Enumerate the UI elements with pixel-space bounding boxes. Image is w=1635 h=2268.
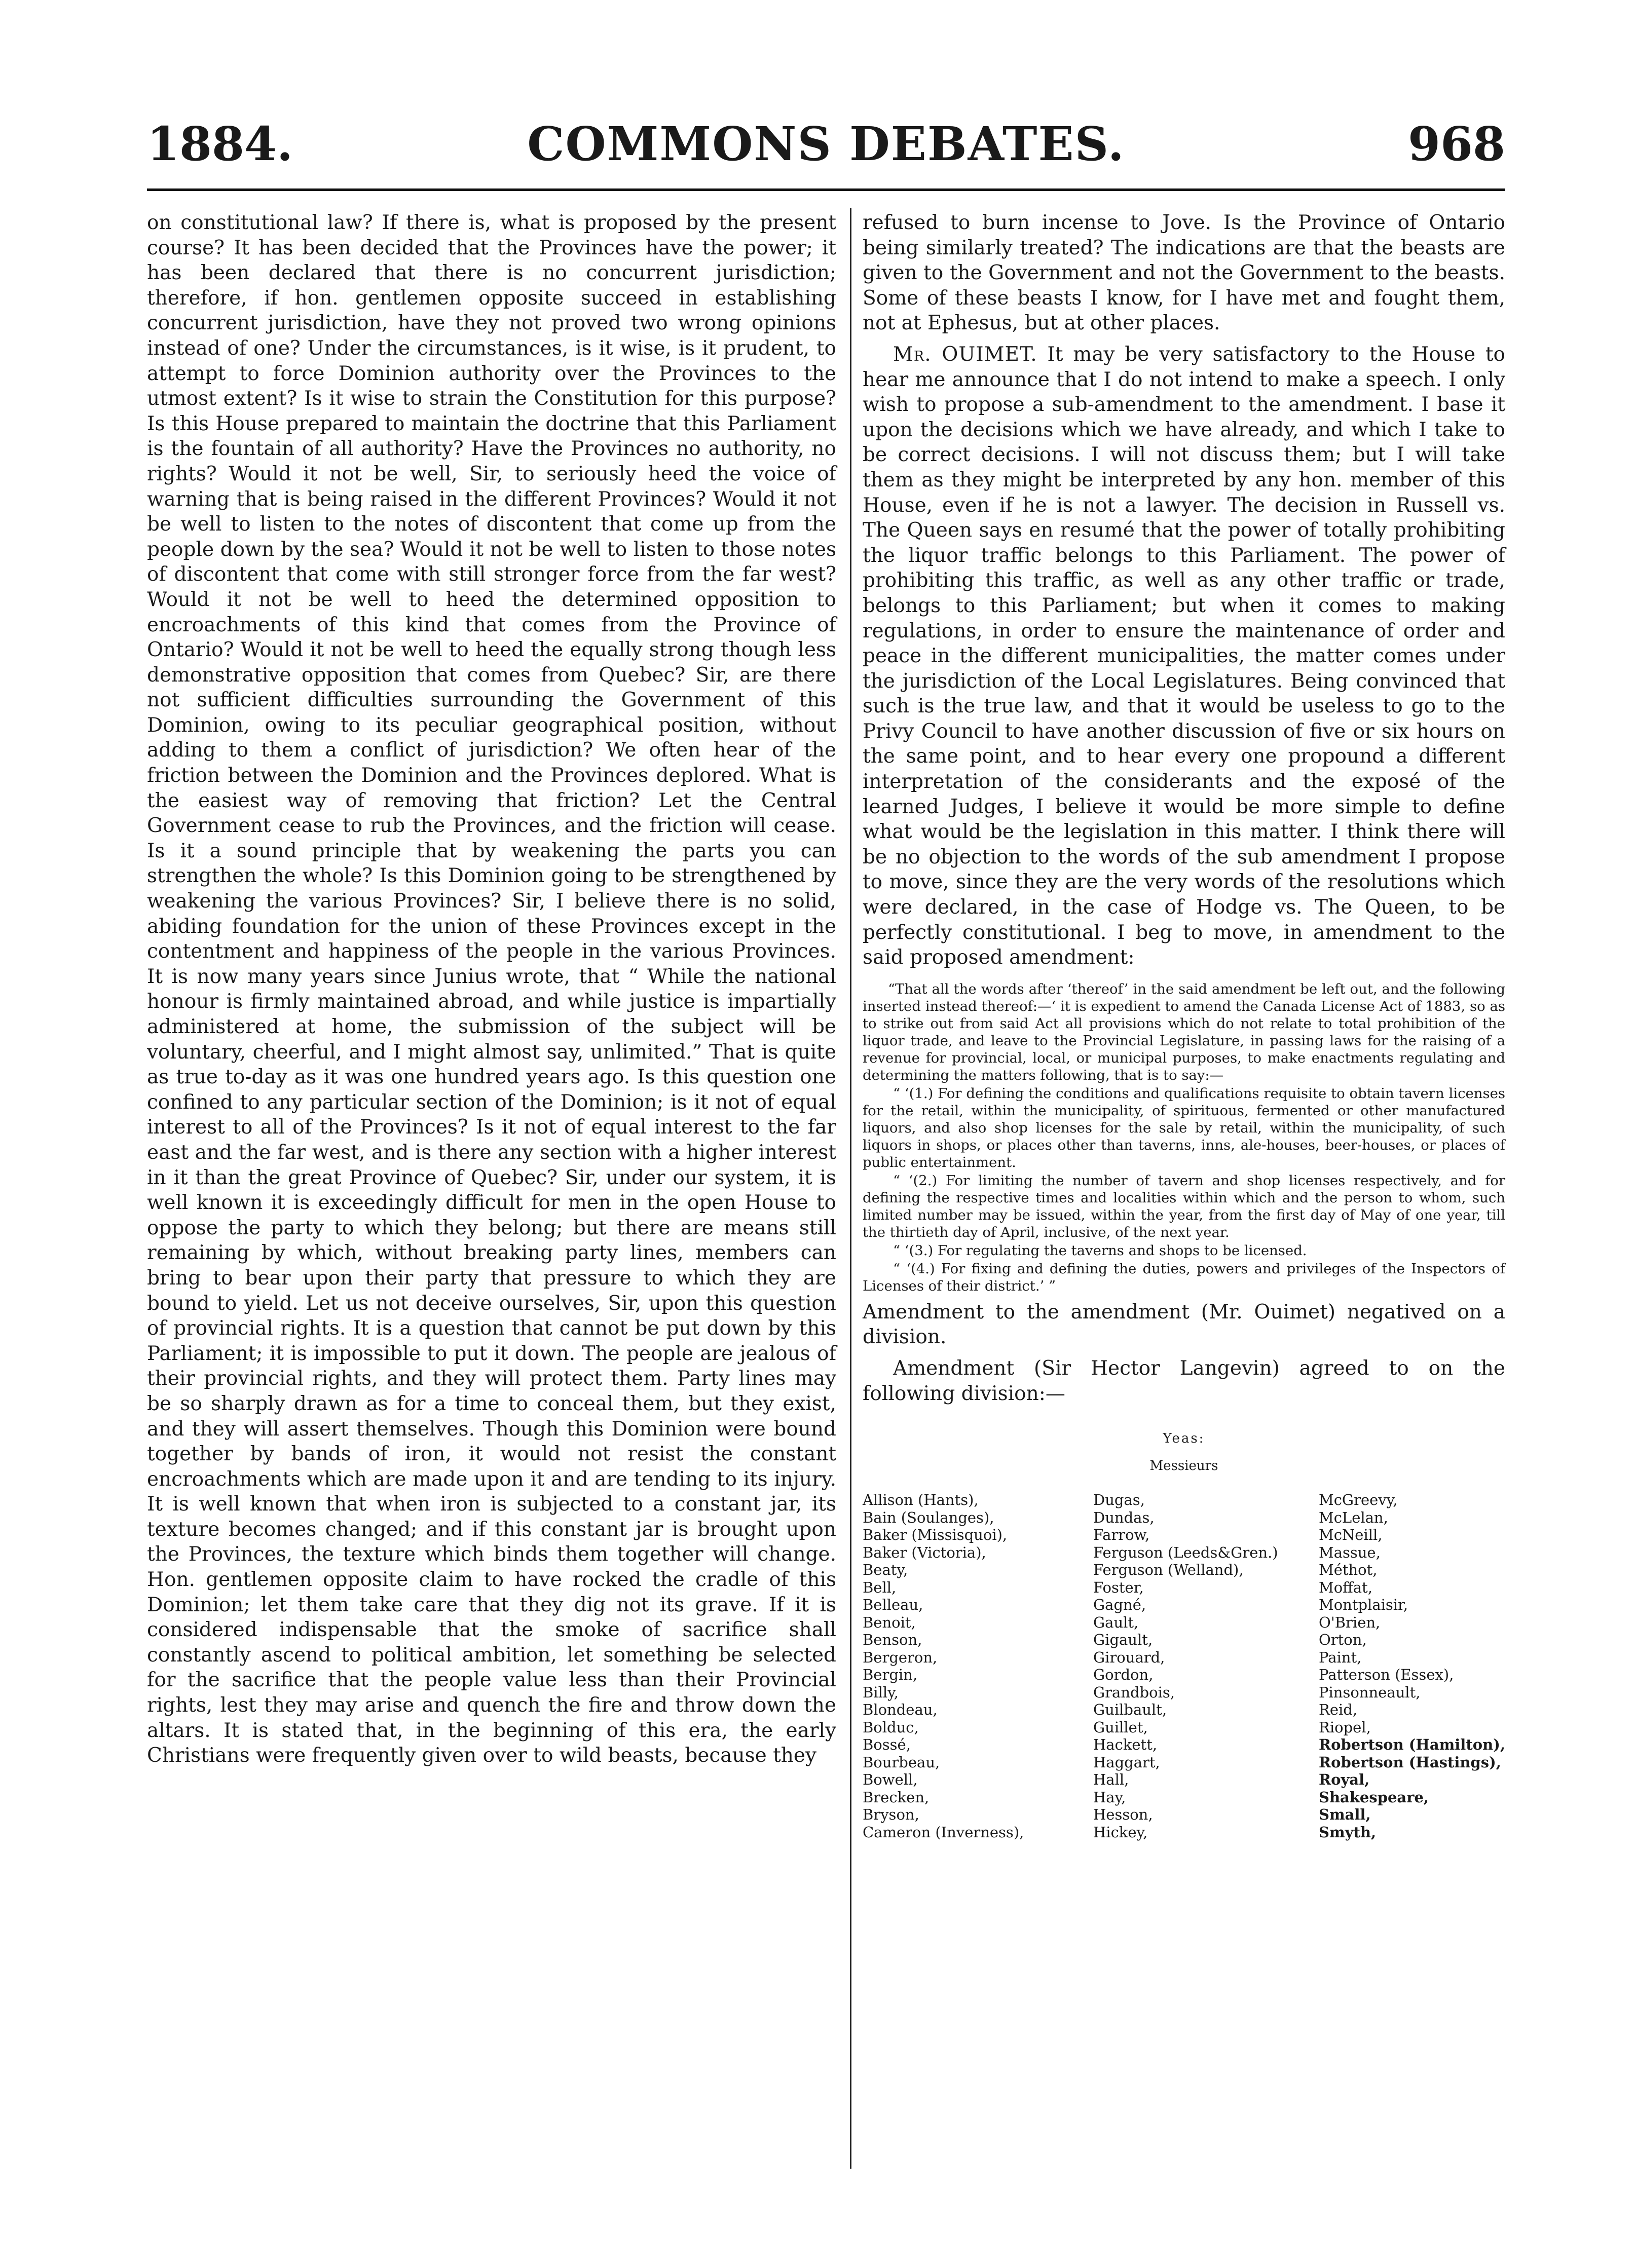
member-name: Girouard, [1093,1648,1165,1666]
member-name: Hall, [1093,1771,1129,1789]
member-name: Hickey, [1093,1823,1148,1841]
page-header [147,117,1505,172]
member-name: Bourbeau, [863,1753,940,1771]
member-name: Pinsonneault, [1319,1683,1421,1701]
member-name: Gault, [1093,1613,1139,1631]
member-name: Foster, [1093,1578,1144,1596]
member-name: Guilbault, [1093,1701,1167,1719]
speech-text: It may be very satisfactory to the House to hear me announce that I do not intend to make a speech. I only wish to propose a sub-amendment to the amendment. I base it upon the decisions which we have already, and which I take to be correct decisions. I will not discuss them; but I will take them as they might be interpreted by any hon. member of this House, even if he is not a lawyer. The decision in Russell vs. The Queen says en resumé that the power of totally prohibiting the liquor traffic belongs to this Parliament. The power of prohibiting this traffic, as well as any other traffic or trade, belongs to this Parliament; but when it comes to making regulations, in order to ensure the maintenance of order and peace in the different municipalities, the matter comes under the jurisdiction of the Local Legislatures. Being convinced that such is the true law, and that it would be useless to go to the Privy Council to have another discussion of five or six hours on the same point, and to hear every one propound a different interpretation of the considerants and the exposé of the learned Judges, I believe it would be more simple to define what would be the legislation in this matter. I think there will be no objection to the words of the sub amendment I propose to move, since they are the very words of the resolutions which were declared, in the case of Hodge vs. The Queen, to be perfectly constitutional. I beg to move, in amendment to the said proposed amendment: [863,343,1505,969]
column-divider [850,208,851,2169]
header-year: 1884. [147,117,293,171]
member-name: Hackett, [1093,1736,1158,1754]
member-name: Bowell, [863,1771,918,1789]
member-name: Guillet, [1093,1718,1148,1736]
member-name: Riopel, [1319,1718,1371,1736]
member-name: Shakespeare, [1319,1788,1429,1806]
division-result: Amendment to the amendment (Mr. Ouimet) negatived on a division. [863,1300,1505,1349]
continuation-paragraph: refused to burn incense to Jove. Is the Province of Ontario being similarly treated? The indications are that the beasts are given to the Government and not the Government to the beasts. Some of these beasts I know, for I have met and fought them, not at Ephesus, but at other places. [863,211,1505,335]
member-name: Ferguson (Welland), [1093,1561,1244,1579]
member-name: Reid, [1319,1701,1358,1719]
member-name: Benson, [863,1631,922,1649]
member-name: Beaty, [863,1561,908,1579]
member-name: Benoit, [863,1613,916,1631]
member-name: Farrow, [1093,1526,1150,1544]
member-name: Bell, [863,1578,897,1596]
member-name: Blondeau, [863,1701,938,1719]
quote-paragraph: “ ‘(1.) For defining the conditions and qualifications requisite to obtain tavern licenses for the retail, within the municipality, of spirituous, fermented or other manufactured liquors, and also shop licenses for the sale by retail, within the municipality, of such liquors in shops, or places other than taverns, inns, ale-houses, beer-houses, or places of public entertainment. [863,1085,1505,1170]
sub-amendment-quote [863,980,1505,1295]
member-name: Cameron (Inverness), [863,1823,1024,1841]
member-name: Ferguson (Leeds&Gren.) [1093,1543,1278,1561]
member-name: Paint, [1319,1648,1362,1666]
left-paragraph: on constitutional law? If there is, what is proposed by the present course? It has been decided that the Provinces have the power; it has been declared that there is no concurrent jurisdiction; therefore, if hon. gentlemen opposite succeed in establishing concurrent jurisdiction, have they not proved two wrong opinions instead of one? Under the circumstances, is it wise, is it prudent, to attempt to force Dominion authority over the Provinces to the utmost extent? Is it wise to strain the Constitution for this purpose? Is this House prepared to maintain the doctrine that this Parliament is the fountain of all authority? Have the Provinces no authority, no rights? Would it not be well, Sir, to seriously heed the voice of warning that is being raised in the different Provinces? Would it not be well to listen to the notes of discontent that come up from the people down by the sea? Would it not be well to listen to those notes of discontent that come with still stronger force from the far west? Would it not be well to heed the determined opposition to encroachments of this kind that comes from the Province of Ontario? Would it not be well to heed the equally strong though less demonstrative opposition that comes from Quebec? Sir, are there not sufficient difficulties surrounding the Government of this Dominion, owing to its peculiar geographical position, without adding to them a conflict of jurisdiction? We often hear of the friction between the Dominion and the Provinces deplored. What is the easiest way of removing that friction? Let the Central Government cease to rub the Provinces, and the friction will cease. Is it a sound principle that by weakening the parts you can strengthen the whole? Is this Dominion going to be strengthened by weakening the various Provinces? Sir, I believe there is no solid, abiding foundation for the union of these Provinces except in the contentment and happiness of the people in the various Provinces. It is now many years since Junius wrote, that “ While the national honour is firmly maintained abroad, and while justice is impartially administered at home, the submission of the subject will be voluntary, cheerful, and I might almost say, unlimited.” That is quite as true to-day as it was one hundred years ago. Is this question one confined to any particular section of the Dominion; is it not of equal interest to all of the Provinces? Is it not of equal interest to the far east and the far west, and is there any section with a higher interest in it than the great Province of Quebec? Sir, under our system, it is well known it is exceedingly difficult for men in the open House to oppose the party to which they belong; but there are means still remaining by which, without breaking party lines, members can bring to bear upon their party that pressure to which they are bound to yield. Let us not deceive ourselves, Sir, upon this question of provincial rights. It is a question that cannot be put down by this Parliament; it is impossible to put it down. The people are jealous of their provincial rights, and they will protect them. Party lines may be so sharply drawn as for a time to conceal them, but they exist, and they will assert themselves. Though this Dominion were bound together by bands of iron, it would not resist the constant encroachments which are made upon it and are tending to its injury. It is well known that when iron is subjected to a constant jar, its texture becomes changed; and if this constant jar is brought upon the Provinces, the texture which binds them together will change. Hon. gentlemen opposite claim to have rocked the cradle of this Dominion; let them take care that they dig not its grave. If it is considered indispensable that the smoke of sacrifice shall constantly ascend to political ambition, let something be selected for the sacrifice that the people value less than their Provincial rights, lest they may arise and quench the fire and throw down the altars. It is stated that, in the beginning of this era, the early Christians were frequently given over to wild beasts, because they [147,211,836,1767]
member-name: Bolduc, [863,1718,919,1736]
member-name: Robertson (Hastings), [1319,1753,1501,1771]
member-name: Orton, [1319,1631,1367,1649]
member-name: Robertson (Hamilton), [1319,1736,1505,1754]
right-column [863,210,1505,1897]
quote-paragraph: “ ‘(2.) For limiting the number of tavern and shop licenses respectively, and for defining the respective times and localities within which and the person to whom, such limited number may be issued, within the year, from the first day of May of one year, till the thirtieth day of April, inclusive, of the next year. [863,1172,1505,1240]
publication-title: COMMONS DEBATES. [527,117,1125,171]
member-name: Bergeron, [863,1648,938,1666]
header-rule [147,188,1505,191]
member-name: Hesson, [1093,1806,1153,1824]
member-name: Bryson, [863,1806,919,1824]
member-name: McNeill, [1319,1526,1383,1544]
member-name: Baker (Victoria), [863,1543,986,1561]
member-name: Smyth, [1319,1823,1377,1841]
member-name: Billy, [863,1683,899,1701]
member-name: Dugas, [1093,1491,1145,1509]
member-name: Grandbois, [1093,1683,1175,1701]
member-name: McGreevy, [1319,1491,1398,1509]
yeas-heading: Yeas: [1163,1431,1205,1447]
member-name: Small, [1319,1806,1371,1824]
member-name: Gigault, [1093,1631,1153,1649]
member-name: Bossé, [863,1736,911,1754]
member-name: Bain (Soulanges), [863,1508,994,1526]
member-name: McLelan, [1319,1508,1388,1526]
yeas-name-list [863,1491,1505,1897]
division-result: Amendment (Sir Hector Langevin) agreed to on the following division:— [863,1357,1505,1405]
speaker-name: Mr. OUIMET. [893,343,1037,366]
member-name: Gagné, [1093,1596,1146,1614]
page-number: 968 [1407,117,1505,171]
member-name: Hay, [1093,1788,1126,1806]
quote-paragraph: “ ‘(3.) For regulating the taverns and shops to be licensed. [893,1242,1307,1259]
member-name: Haggart, [1093,1753,1160,1771]
quote-paragraph: “That all the words after ‘thereof’ in the said amendment be left out, and the following inserted instead thereof:—‘ it is expedient to amend the Canada License Act of 1883, so as to strike out from said Act all provisions which do not relate to total prohibition of the liquor trade, and leave to the Provincial Legislature, in passing laws for the raising of a revenue for provincial, local, or municipal purposes, to make enactments regulating and determining the matters following, that is to say:— [863,980,1505,1083]
left-column [147,210,836,1768]
messieurs-subheading: Messieurs [1149,1458,1218,1474]
ouimet-speech [863,342,1505,970]
member-name: Gordon, [1093,1666,1154,1684]
member-name: Royal, [1319,1771,1370,1789]
member-name: Allison (Hants), [863,1491,979,1509]
member-name: Patterson (Essex), [1319,1666,1454,1684]
member-name: O'Brien, [1319,1613,1381,1631]
member-name: Méthot, [1319,1561,1378,1579]
names-column-1 [863,1491,1024,1841]
member-name: Brecken, [863,1788,930,1806]
member-name: Bergin, [863,1666,918,1684]
member-name: Moffat, [1319,1578,1372,1596]
quote-paragraph: “ ‘(4.) For fixing and defining the duties, powers and privileges of the Inspectors of Licenses of their district.’ ” [863,1260,1505,1294]
names-column-3 [1319,1491,1505,1841]
member-name: Baker (Missisquoi), [863,1526,1008,1544]
names-column-2 [1093,1491,1278,1841]
member-name: Montplaisir, [1319,1596,1408,1614]
member-name: Belleau, [863,1596,923,1614]
member-name: Dundas, [1093,1508,1155,1526]
member-name: Massue, [1319,1543,1381,1561]
